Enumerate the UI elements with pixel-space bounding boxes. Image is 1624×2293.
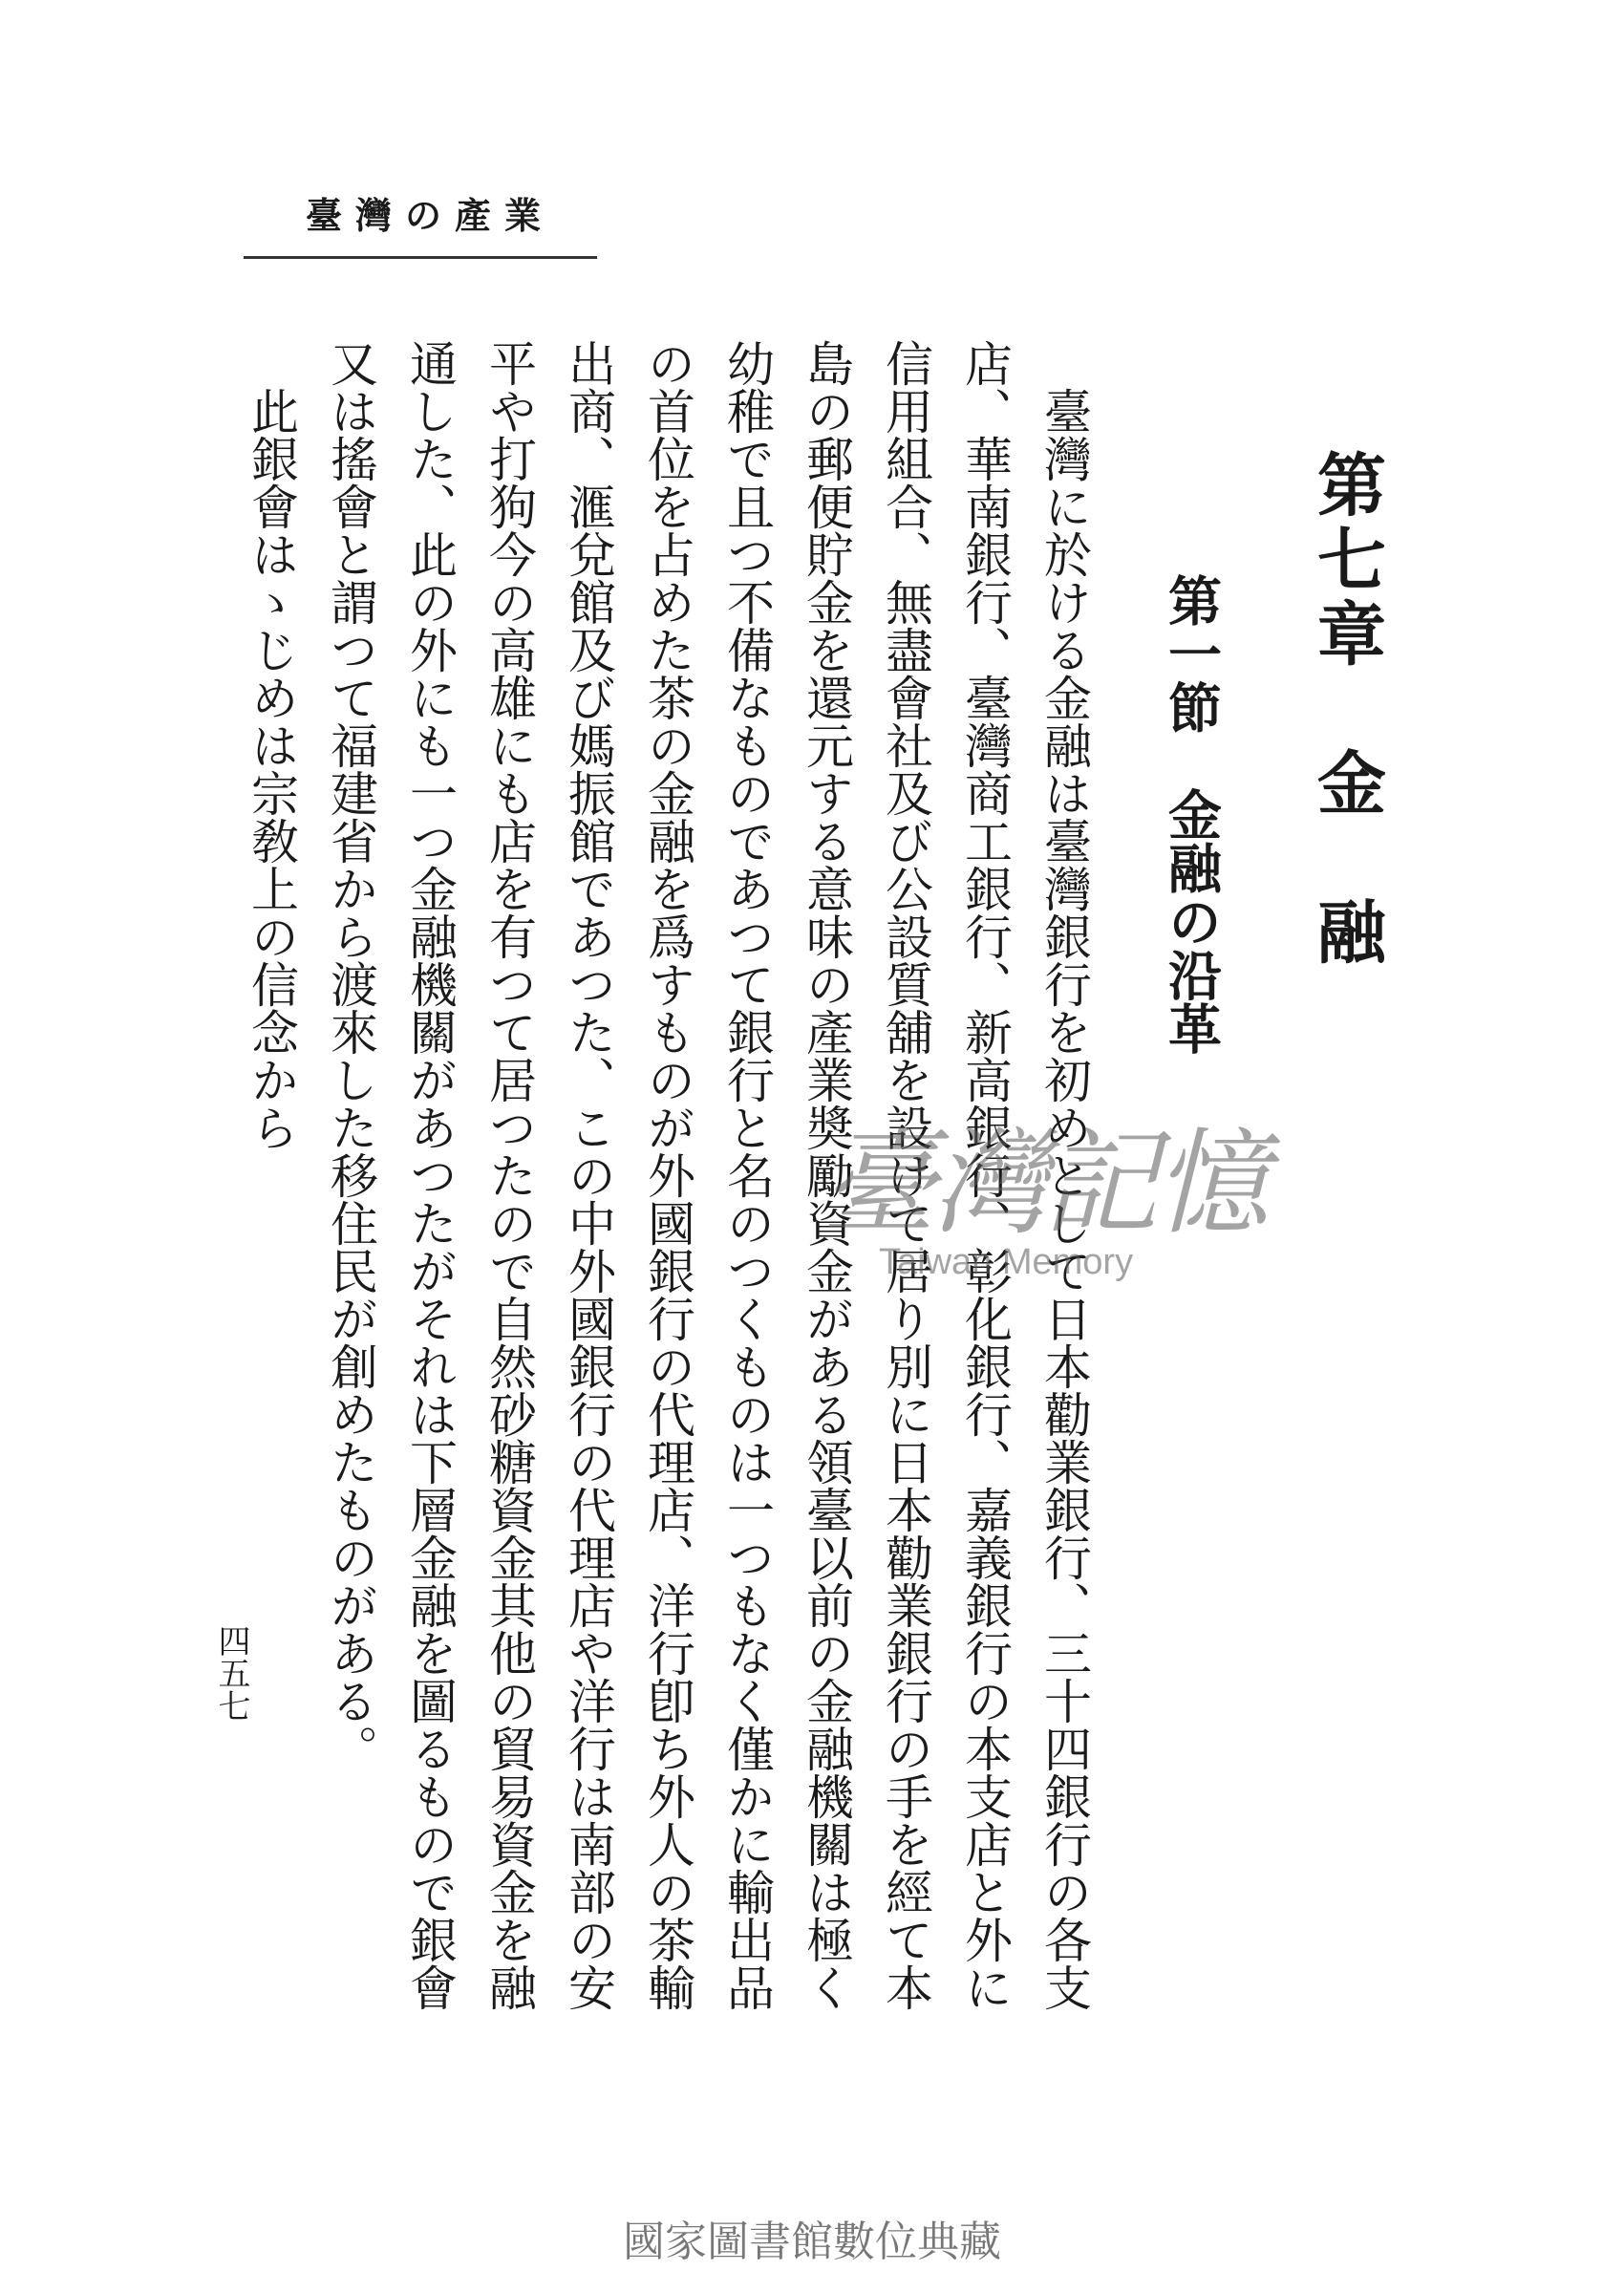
body-paragraph: 此銀會はゝじめは宗敎上の信念から xyxy=(244,387,299,1151)
header-rule xyxy=(244,256,597,259)
section-title: 第一節 金融の沿革 xyxy=(1160,573,1223,1055)
body-paragraph: 臺灣に於ける金融は臺灣銀行を初めとして日本勸業銀行、三十四銀行の各支店、華南銀行、臺灣商工銀行、新高銀行、彰化銀行、嘉義銀行の本支店と外に信用組合、無盡會社及び公設質舖を設けて居り別に日本勸業銀行の手を經て本島の郵便貯金を還元する意味の產業奬勵資金がある領臺以前の金融機關は極く幼稚で且つ不備なものであつて銀行と名のつくものは一つもなく僅かに輸出品の首位を占めた茶の金融を爲すものが外國銀行の代理店、洋行卽ち外人の茶輸出商、滙兌館及び媽振館であつた、この中外國銀行の代理店や洋行は南部の安平や打狗今の高雄にも店を有つて居つたので自然砂糖資金其他の貿易資金を融通した、此の外にも一つ金融機關があつたがそれは下層金融を圖るもので銀會又は搖會と謂つて福建省から渡來した移住民が創めたものがある。 xyxy=(323,339,1092,2011)
running-head: 臺灣の產業 xyxy=(305,194,554,237)
watermark-english: Taiwan Memory xyxy=(879,1242,1134,1282)
watermark-chinese: 臺灣記憶 xyxy=(822,1118,1265,1251)
chapter-title: 第七章 金 融 xyxy=(1306,449,1387,971)
body-text xyxy=(231,339,1103,2040)
page-number: 四五七 xyxy=(212,1624,250,1722)
footer-caption: 國家圖書館數位典藏 xyxy=(623,2218,1001,2266)
